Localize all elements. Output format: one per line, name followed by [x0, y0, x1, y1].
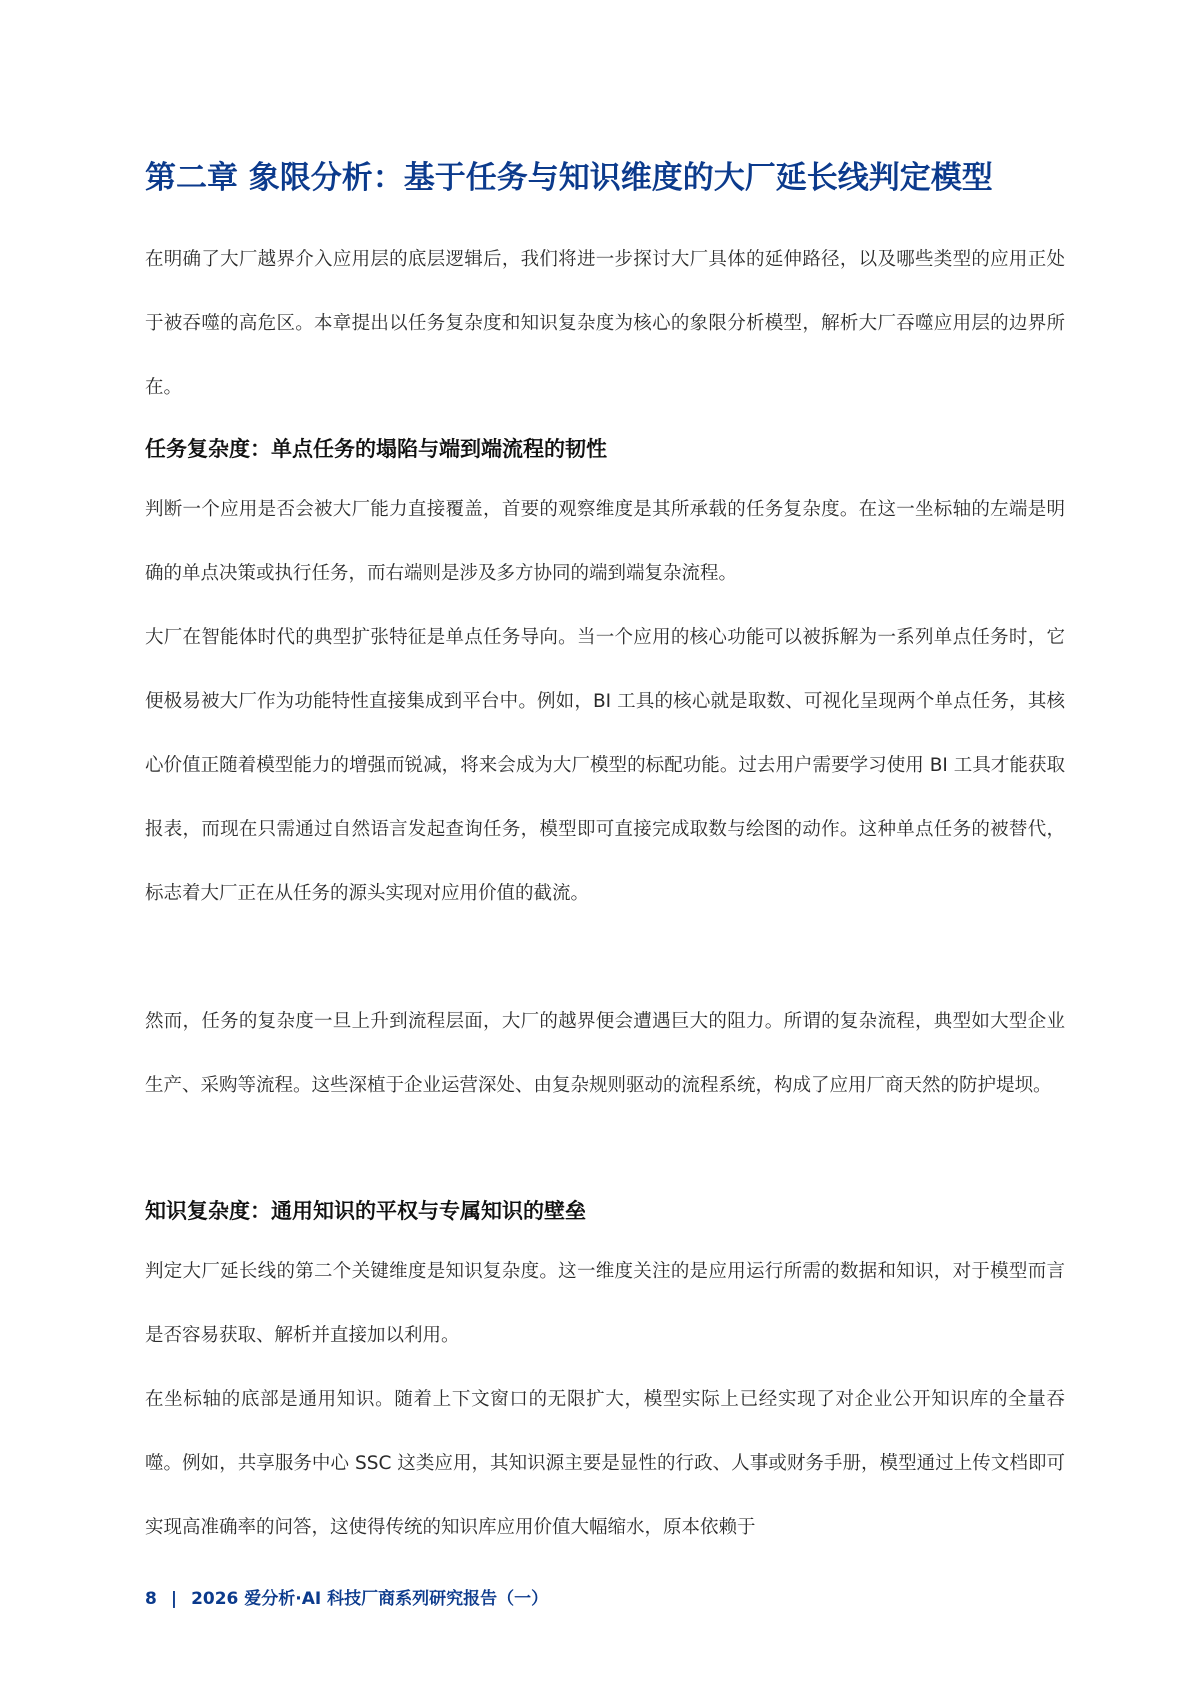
footer-separator: | [170, 1589, 178, 1609]
page-number: 8 [145, 1589, 157, 1609]
chapter-title: 第二章 象限分析：基于任务与知识维度的大厂延长线判定模型 [145, 160, 993, 196]
section-heading-task-complexity: 任务复杂度：单点任务的塌陷与端到端流程的韧性 [145, 437, 607, 461]
task-paragraph-2: 大厂在智能体时代的典型扩张特征是单点任务导向。当一个应用的核心功能可以被拆解为一系列单点任务时，它便极易被大厂作为功能特性直接集成到平台中。例如，BI 工具的核心就是取数、可视化呈现两个单点任务，其核心价值正随着模型能力的增强而锐减，将来会成为大厂模型的标配功能。过去用户需要学习使用 BI 工具才能获取报表，而现在只需通过自然语言发起查询任务，模型即可直接完成取数与绘图的动作。这种单点任务的被替代，标志着大厂正在从任务的源头实现对应用价值的截流。 [145, 627, 1065, 904]
task-paragraph-1: 判断一个应用是否会被大厂能力直接覆盖，首要的观察维度是其所承载的任务复杂度。在这一坐标轴的左端是明确的单点决策或执行任务，而右端则是涉及多方协同的端到端复杂流程。 [145, 499, 1065, 584]
report-title: 2026 爱分析·AI 科技厂商系列研究报告（一） [191, 1589, 549, 1609]
intro-paragraph: 在明确了大厂越界介入应用层的底层逻辑后，我们将进一步探讨大厂具体的延伸路径，以及哪些类型的应用正处于被吞噬的高危区。本章提出以任务复杂度和知识复杂度为核心的象限分析模型，解析大厂吞噬应用层的边界所在。 [145, 249, 1065, 398]
knowledge-paragraph-1: 判定大厂延长线的第二个关键维度是知识复杂度。这一维度关注的是应用运行所需的数据和知识，对于模型而言是否容易获取、解析并直接加以利用。 [145, 1261, 1065, 1346]
section-heading-knowledge-complexity: 知识复杂度：通用知识的平权与专属知识的壁垒 [145, 1199, 586, 1223]
knowledge-paragraph-2: 在坐标轴的底部是通用知识。随着上下文窗口的无限扩大，模型实际上已经实现了对企业公开知识库的全量吞噬。例如，共享服务中心 SSC 这类应用，其知识源主要是显性的行政、人事或财务手册，模型通过上传文档即可实现高准确率的问答，这使得传统的知识库应用价值大幅缩水，原本依赖于 [145, 1389, 1065, 1538]
page-footer [145, 1587, 548, 1611]
task-paragraph-3: 然而，任务的复杂度一旦上升到流程层面，大厂的越界便会遭遇巨大的阻力。所谓的复杂流程，典型如大型企业生产、采购等流程。这些深植于企业运营深处、由复杂规则驱动的流程系统，构成了应用厂商天然的防护堤坝。 [145, 1011, 1065, 1096]
